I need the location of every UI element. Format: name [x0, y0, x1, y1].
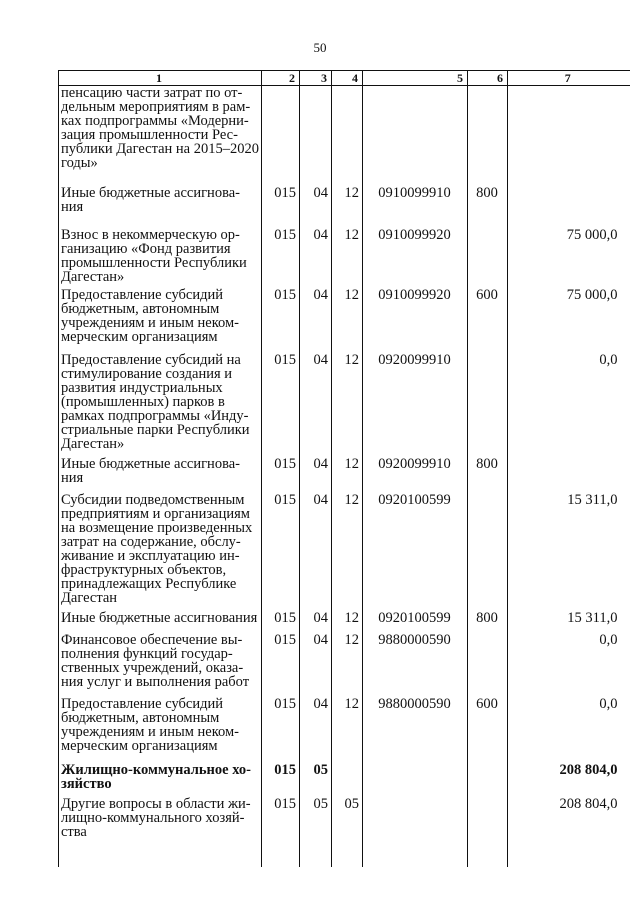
row-target-article: [363, 763, 468, 797]
row-amount: [508, 186, 630, 228]
row-subsection-code: 12: [332, 353, 363, 457]
row-subsection-code: [332, 763, 363, 797]
row-section-code: [300, 86, 332, 186]
column-header-name: 1: [59, 71, 262, 86]
row-subsection-code: 12: [332, 493, 363, 611]
row-subsection-code: [332, 86, 363, 186]
row-ministry-code: 015: [262, 457, 300, 493]
table-row: [59, 86, 630, 186]
row-expense-type: [468, 633, 508, 697]
column-header-ministry: 2: [262, 71, 300, 86]
row-ministry-code: 015: [262, 797, 300, 855]
column-header-expense-type: 6: [468, 71, 508, 86]
row-target-article: 0920100599: [363, 493, 468, 611]
row-name: Иные бюджетные ассигнования: [59, 611, 262, 633]
row-target-article: [363, 797, 468, 855]
table-row: [59, 288, 630, 353]
row-name: Предоставление субсидий бюджетным, автономным учреждениям и иным неком-мерческим организациям: [59, 288, 262, 353]
row-ministry-code: 015: [262, 288, 300, 353]
row-name: Другие вопросы в области жи-лищно-коммунального хозяй-ства: [59, 797, 262, 855]
table-row: [59, 797, 630, 855]
row-name: Жилищно-коммунальное хо-зяйство: [59, 763, 262, 797]
row-subsection-code: 12: [332, 288, 363, 353]
row-expense-type: [468, 353, 508, 457]
row-name: Иные бюджетные ассигнова-ния: [59, 186, 262, 228]
row-section-code: 04: [300, 633, 332, 697]
row-section-code: 04: [300, 611, 332, 633]
table-row: [59, 493, 630, 611]
row-amount: 208 804,0: [508, 763, 630, 797]
row-name: Иные бюджетные ассигнова-ния: [59, 457, 262, 493]
row-name: пенсацию части затрат по от-дельным мероприятиям в рам-ках подпрограммы «Модерни-зация промышленности Рес-публики Дагестан на 2015–2020 годы»: [59, 86, 262, 186]
row-target-article: [363, 86, 468, 186]
row-section-code: 04: [300, 353, 332, 457]
table-row: [59, 611, 630, 633]
row-subsection-code: 12: [332, 228, 363, 288]
row-amount: 75 000,0: [508, 288, 630, 353]
row-ministry-code: 015: [262, 353, 300, 457]
row-target-article: 9880000590: [363, 697, 468, 763]
row-target-article: 0920099910: [363, 457, 468, 493]
row-expense-type: 800: [468, 611, 508, 633]
table-row: [59, 457, 630, 493]
row-target-article: 0910099920: [363, 228, 468, 288]
table-row: [59, 763, 630, 797]
row-subsection-code: 05: [332, 797, 363, 855]
row-amount: [508, 457, 630, 493]
row-section-code: 04: [300, 228, 332, 288]
row-expense-type: [468, 797, 508, 855]
row-ministry-code: 015: [262, 697, 300, 763]
row-section-code: 05: [300, 797, 332, 855]
table-row: [59, 186, 630, 228]
row-section-code: 04: [300, 186, 332, 228]
column-header-section: 3: [300, 71, 332, 86]
row-name: Предоставление субсидий на стимулирование создания и развития индустриальных (промышленных) парков в рамках подпрограммы «Инду-стриальные парки Республики Дагестан»: [59, 353, 262, 457]
row-section-code: 04: [300, 493, 332, 611]
column-header-target-article: 5: [363, 71, 468, 86]
row-expense-type: [468, 228, 508, 288]
row-subsection-code: 12: [332, 457, 363, 493]
row-name: Финансовое обеспечение вы-полнения функций государ-ственных учреждений, оказа-ния услуг и выполнения работ: [59, 633, 262, 697]
row-subsection-code: 12: [332, 186, 363, 228]
table-row: [59, 697, 630, 763]
row-expense-type: 600: [468, 697, 508, 763]
row-subsection-code: 12: [332, 633, 363, 697]
row-amount: 208 804,0: [508, 797, 630, 855]
row-section-code: 04: [300, 697, 332, 763]
row-ministry-code: 015: [262, 611, 300, 633]
row-name: Предоставление субсидий бюджетным, автономным учреждениям и иным неком-мерческим организациям: [59, 697, 262, 763]
row-amount: 15 311,0: [508, 493, 630, 611]
row-expense-type: [468, 86, 508, 186]
row-amount: 0,0: [508, 697, 630, 763]
row-name: Взнос в некоммерческую ор-ганизацию «Фонд развития промышленности Республики Дагестан»: [59, 228, 262, 288]
row-expense-type: 800: [468, 186, 508, 228]
row-expense-type: 600: [468, 288, 508, 353]
table-row: [59, 228, 630, 288]
row-ministry-code: [262, 86, 300, 186]
row-ministry-code: 015: [262, 493, 300, 611]
table-tail: [59, 855, 630, 867]
row-expense-type: 800: [468, 457, 508, 493]
row-amount: 0,0: [508, 353, 630, 457]
row-target-article: 0920100599: [363, 611, 468, 633]
row-ministry-code: 015: [262, 228, 300, 288]
row-target-article: 0920099910: [363, 353, 468, 457]
row-amount: 0,0: [508, 633, 630, 697]
row-expense-type: [468, 493, 508, 611]
row-section-code: 04: [300, 457, 332, 493]
table-row: [59, 353, 630, 457]
row-ministry-code: 015: [262, 186, 300, 228]
row-section-code: 04: [300, 288, 332, 353]
row-target-article: 0910099910: [363, 186, 468, 228]
row-ministry-code: 015: [262, 763, 300, 797]
header-row: [59, 71, 630, 86]
row-expense-type: [468, 763, 508, 797]
row-subsection-code: 12: [332, 697, 363, 763]
table-row: [59, 633, 630, 697]
page-number: 50: [313, 40, 327, 55]
row-target-article: 9880000590: [363, 633, 468, 697]
row-amount: 75 000,0: [508, 228, 630, 288]
row-amount: [508, 86, 630, 186]
row-subsection-code: 12: [332, 611, 363, 633]
row-amount: 15 311,0: [508, 611, 630, 633]
column-header-amount: 7: [508, 71, 630, 86]
row-target-article: 0910099920: [363, 288, 468, 353]
budget-table: [58, 70, 630, 867]
column-header-subsection: 4: [332, 71, 363, 86]
row-section-code: 05: [300, 763, 332, 797]
row-name: Субсидии подведомственным предприятиям и организациям на возмещение произведенных затрат на содержание, обслу-живание и эксплуатацию ин-фраструктурных объектов, принадлежащих Республике Дагестан: [59, 493, 262, 611]
row-ministry-code: 015: [262, 633, 300, 697]
